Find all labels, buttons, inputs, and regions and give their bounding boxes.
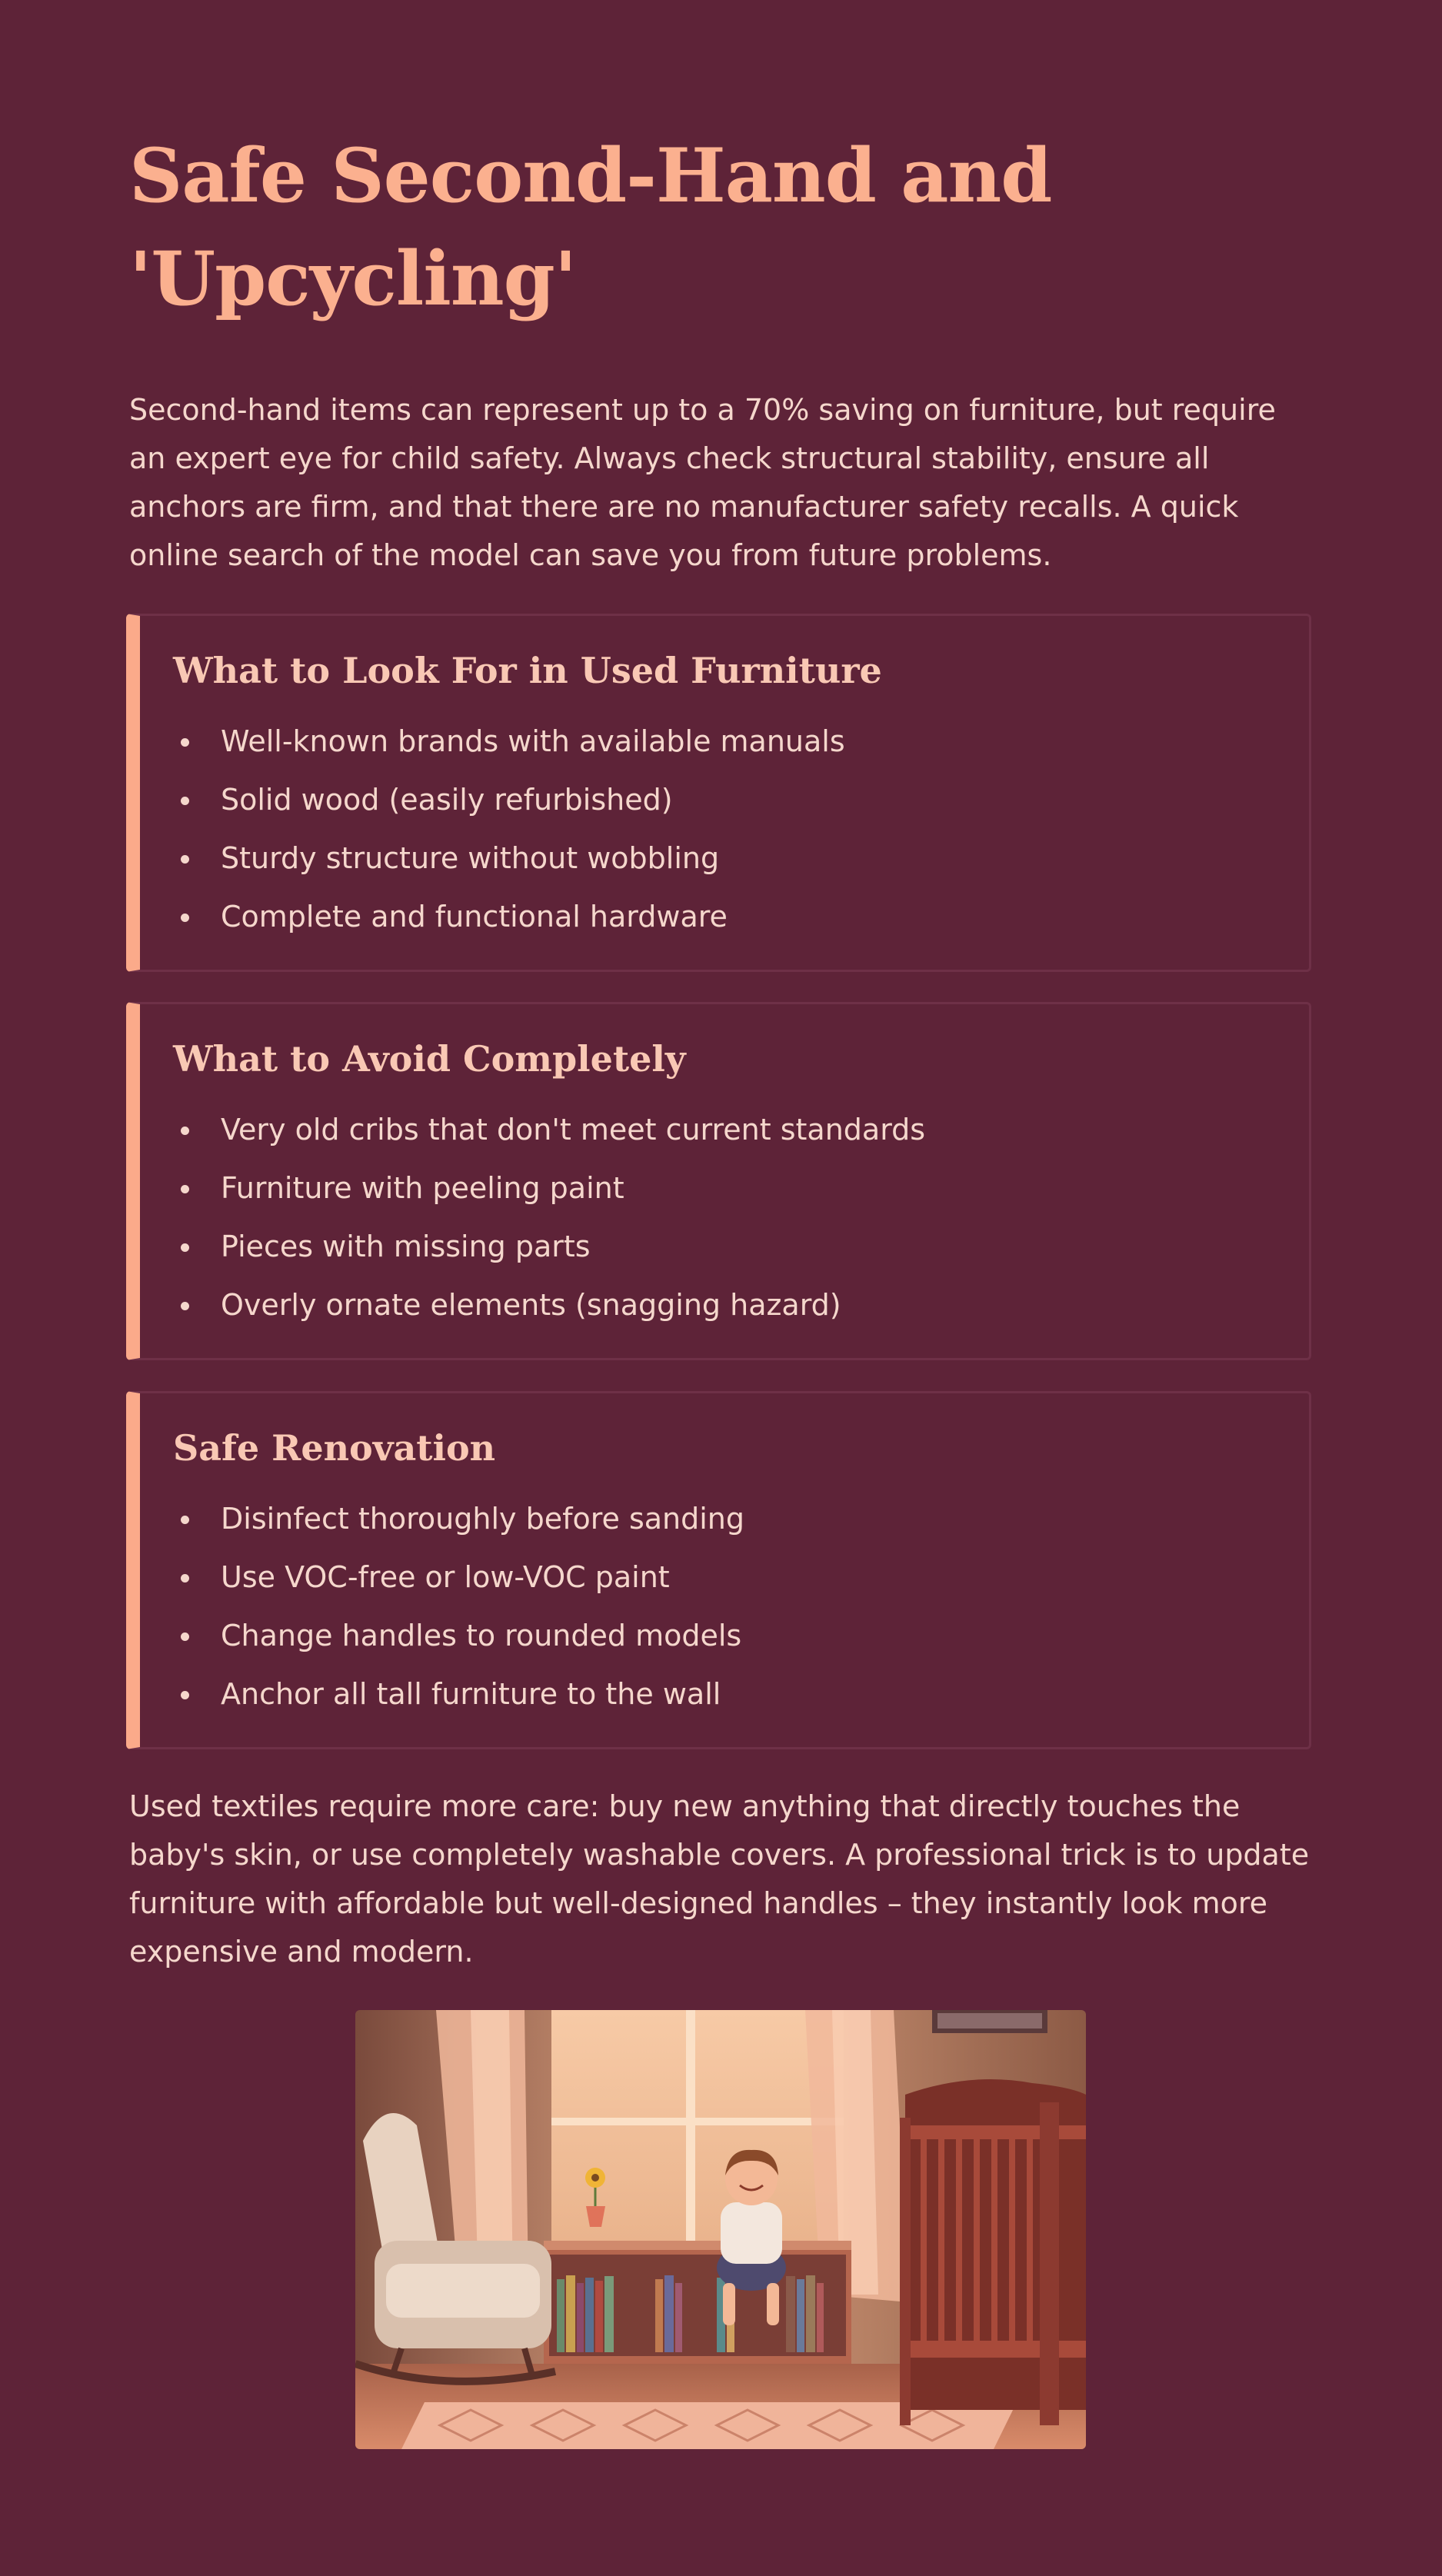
section-look-for (126, 614, 1311, 972)
bullet-list (173, 712, 845, 946)
list-item: Use VOC-free or low-VOC paint (173, 1548, 744, 1606)
section-heading: What to Look For in Used Furniture (173, 650, 882, 691)
page-title: Safe Second-Hand and 'Upcycling' (129, 132, 1052, 322)
section-heading: What to Avoid Completely (173, 1038, 686, 1080)
list-item: Well-known brands with available manuals (173, 712, 845, 770)
bullet-list (173, 1100, 925, 1334)
crib (900, 2079, 1086, 2425)
section-renovation (126, 1391, 1311, 1749)
intro-paragraph: Second-hand items can represent up to a 70% saving on furniture, but require an expert eye for child safety. Always check structural stability, ensure all anchors are firm, and that there are no manufacturer safety recalls. A quick online search of the model can save you from future problems. (129, 393, 1276, 572)
list-item: Complete and functional hardware (173, 887, 845, 946)
list-item: Pieces with missing parts (173, 1217, 925, 1276)
section-avoid (126, 1002, 1311, 1360)
outro-paragraph: Used textiles require more care: buy new anything that directly touches the baby's skin, or use completely washable covers. A professional trick is to update furniture with affordable but well-designed handles – they instantly look more expensive and modern. (129, 1789, 1310, 1969)
list-item: Sturdy structure without wobbling (173, 829, 845, 887)
list-item: Anchor all tall furniture to the wall (173, 1665, 744, 1723)
list-item: Overly ornate elements (snagging hazard) (173, 1276, 925, 1334)
list-item: Disinfect thoroughly before sanding (173, 1489, 744, 1548)
section-heading: Safe Renovation (173, 1427, 496, 1469)
list-item: Change handles to rounded models (173, 1606, 744, 1665)
list-item: Furniture with peeling paint (173, 1159, 925, 1217)
nursery-photo (355, 2010, 1086, 2449)
bookshelf (544, 2241, 851, 2364)
list-item: Very old cribs that don't meet current standards (173, 1100, 925, 1159)
bullet-list (173, 1489, 744, 1723)
list-item: Solid wood (easily refurbished) (173, 770, 845, 829)
